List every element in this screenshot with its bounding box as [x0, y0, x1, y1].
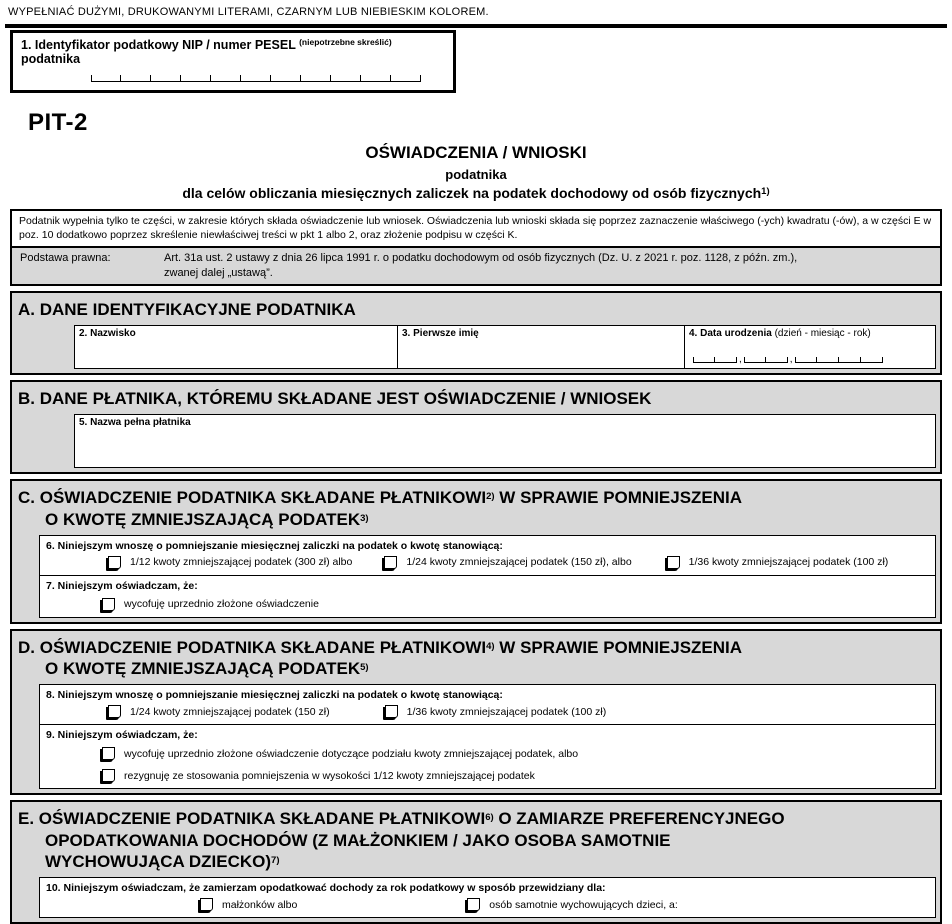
- form-title: OŚWIADCZENIA / WNIOSKI: [365, 143, 587, 162]
- fill-instruction-note: WYPEŁNIAĆ DUŻYMI, DRUKOWANYMI LITERAMI, CZARNYM LUB NIEBIESKIM KOLOREM.: [8, 6, 489, 18]
- checkbox-c6-1-36[interactable]: [667, 556, 680, 569]
- section-d-header: D. OŚWIADCZENIE PODATNIKA SKŁADANE PŁATNIKOWI$^{4)}$ W SPRAWIE POMNIEJSZENIA O KWOTĘ ZMNIEJSZAJĄCĄ PODATEK$^{5)}$: [18, 637, 743, 679]
- checkbox-c6-1-12[interactable]: [108, 556, 121, 569]
- checkbox-c6-1-24[interactable]: [384, 556, 397, 569]
- footnote-ref-6: 6): [485, 812, 494, 824]
- legal-basis-label: Podstawa prawna:: [20, 252, 111, 265]
- section-b-content: [12, 414, 940, 472]
- option-e10-spouses: małżonków albo: [200, 898, 297, 911]
- field-6-label: 6. Niniejszym wnoszę o pomniejszanie miesięcznej zaliczki na podatek o kwotę stanowiącą:: [46, 539, 503, 552]
- field-6-row: [40, 536, 935, 575]
- footnote-ref-2: 2): [486, 491, 495, 503]
- intro-paragraph: Podatnik wypełnia tylko te części, w zakresie których składa oświadczenie lub wniosek. Oświadczenia lub wnioski składa się poprzez zaznaczenie właściwego (-ych) kwadratu (-ów), a w części E w poz. 10 dodatkowo poprzez skreślenie niewłaściwej treści w pkt 1 albo 2, oraz złożenie podpisu w części K.: [12, 211, 940, 246]
- option-c6-1-24: 1/24 kwoty zmniejszającej podatek (150 zł), albo: [384, 556, 631, 569]
- section-a-content: [12, 325, 940, 373]
- birth-date-comb-input[interactable]: , ,: [693, 357, 929, 363]
- section-e-content: [12, 877, 940, 922]
- footnote-ref-3: 3): [360, 512, 369, 524]
- nip-pesel-label: 1. Identyfikator podatkowy NIP / numer PESEL $^{(niepotrzebne skreślić)}$ podatnika: [21, 37, 392, 66]
- section-b: [10, 380, 942, 474]
- field-9-row: [40, 724, 935, 788]
- birth-date-field[interactable]: [684, 325, 936, 369]
- section-d: [10, 629, 942, 796]
- field-7-label: 7. Niniejszym oświadczam, że:: [46, 579, 198, 592]
- strike-unneeded-note: (niepotrzebne skreślić): [299, 37, 392, 47]
- field-8-label: 8. Niniejszym wnoszę o pomniejszanie miesięcznej zaliczki na podatek o kwotę stanowiącą:: [46, 689, 503, 702]
- form-subtitle-podatnika: podatnika: [445, 167, 507, 182]
- footnote-ref-4: 4): [486, 640, 495, 652]
- birth-date-label: 4. Data urodzenia (dzień - miesiąc - rok): [689, 328, 871, 340]
- footnote-ref-7: 7): [271, 854, 280, 866]
- surname-field[interactable]: [74, 325, 397, 369]
- section-c-header: C. OŚWIADCZENIE PODATNIKA SKŁADANE PŁATNIKOWI$^{2)}$ W SPRAWIE POMNIEJSZENIA O KWOTĘ ZMNIEJSZAJĄCĄ PODATEK$^{3)}$: [18, 488, 743, 529]
- checkbox-e10-single-parent[interactable]: [467, 898, 480, 911]
- birth-date-format-hint: (dzień - miesiąc - rok): [774, 328, 871, 340]
- section-a: [10, 291, 942, 375]
- section-a-header: A. DANE IDENTYFIKACYJNE PODATNIKA: [18, 299, 356, 319]
- checkbox-e10-spouses[interactable]: [200, 898, 213, 911]
- field-10-label: 10. Niniejszym oświadczam, że zamierzam opodatkować dochody za rok podatkowy w sposób przewidziany dla:: [46, 882, 606, 895]
- intro-box: [10, 209, 942, 286]
- option-c6-1-12: 1/12 kwoty zmniejszającej podatek (300 zł) albo: [108, 556, 352, 569]
- form-title-block: [0, 143, 952, 201]
- section-c: [10, 479, 942, 624]
- option-c7-withdraw: wycofuję uprzednio złożone oświadczenie: [102, 598, 935, 611]
- section-c-content: [12, 535, 940, 622]
- surname-label: 2. Nazwisko: [79, 328, 136, 340]
- form-subtitle-purpose: dla celów obliczania miesięcznych zaliczek na podatek dochodowy od osób fizycznych$^{1)}$: [182, 185, 770, 201]
- section-d-content: [12, 684, 940, 793]
- field-8-row: [40, 685, 935, 724]
- field-9-label: 9. Niniejszym oświadczam, że:: [46, 729, 198, 742]
- top-divider: [5, 24, 947, 28]
- option-e10-single-parent: osób samotnie wychowujących dzieci, a:: [467, 898, 678, 911]
- nip-comb-input[interactable]: [91, 75, 445, 82]
- section-b-header: B. DANE PŁATNIKA, KTÓREMU SKŁADANE JEST OŚWIADCZENIE / WNIOSEK: [18, 389, 652, 409]
- legal-basis-row: [12, 246, 940, 284]
- first-name-label: 3. Pierwsze imię: [402, 328, 479, 340]
- checkbox-d9-withdraw[interactable]: [102, 747, 115, 760]
- section-e-header: E. OŚWIADCZENIE PODATNIKA SKŁADANE PŁATNIKOWI$^{6)}$ O ZAMIARZE PREFERENCYJNEGO OPODATKOWANIA DOCHODÓW (Z MAŁŻONKIEM / JAKO OSOBA SAMOTNIE WYCHOWUJĄCA DZIECKO)$^{7)}$: [18, 809, 785, 871]
- field-10-row: [40, 878, 935, 917]
- field-7-row: [40, 575, 935, 617]
- checkbox-d9-resign[interactable]: [102, 769, 115, 782]
- payer-name-field[interactable]: [74, 414, 936, 468]
- nip-pesel-box: [10, 30, 456, 93]
- footnote-ref-5: 5): [360, 662, 369, 674]
- form-id: PIT-2: [28, 109, 88, 136]
- checkbox-d8-1-36[interactable]: [385, 705, 398, 718]
- option-d9-withdraw: wycofuję uprzednio złożone oświadczenie dotyczące podziału kwoty zmniejszającej podatek, albo: [102, 747, 935, 760]
- section-e: [10, 800, 942, 924]
- checkbox-d8-1-24[interactable]: [108, 705, 121, 718]
- first-name-field[interactable]: [397, 325, 684, 369]
- option-d9-resign: rezygnuję ze stosowania pomniejszenia w wysokości 1/12 kwoty zmniejszającej podatek: [102, 769, 935, 782]
- footnote-ref-1: 1): [761, 186, 770, 197]
- checkbox-c7-withdraw[interactable]: [102, 598, 115, 611]
- payer-name-label: 5. Nazwa pełna płatnika: [79, 417, 191, 429]
- option-d8-1-36: 1/36 kwoty zmniejszającej podatek (100 zł): [385, 705, 607, 718]
- option-d8-1-24: 1/24 kwoty zmniejszającej podatek (150 zł): [108, 705, 330, 718]
- legal-basis-text: Art. 31a ust. 2 ustawy z dnia 26 lipca 1991 r. o podatku dochodowym od osób fizycznych (Dz. U. z 2021 r. poz. 1128, z późn. zm.), zwanej dalej „ustawą”.: [164, 252, 798, 279]
- option-c6-1-36: 1/36 kwoty zmniejszającej podatek (100 zł): [667, 556, 889, 569]
